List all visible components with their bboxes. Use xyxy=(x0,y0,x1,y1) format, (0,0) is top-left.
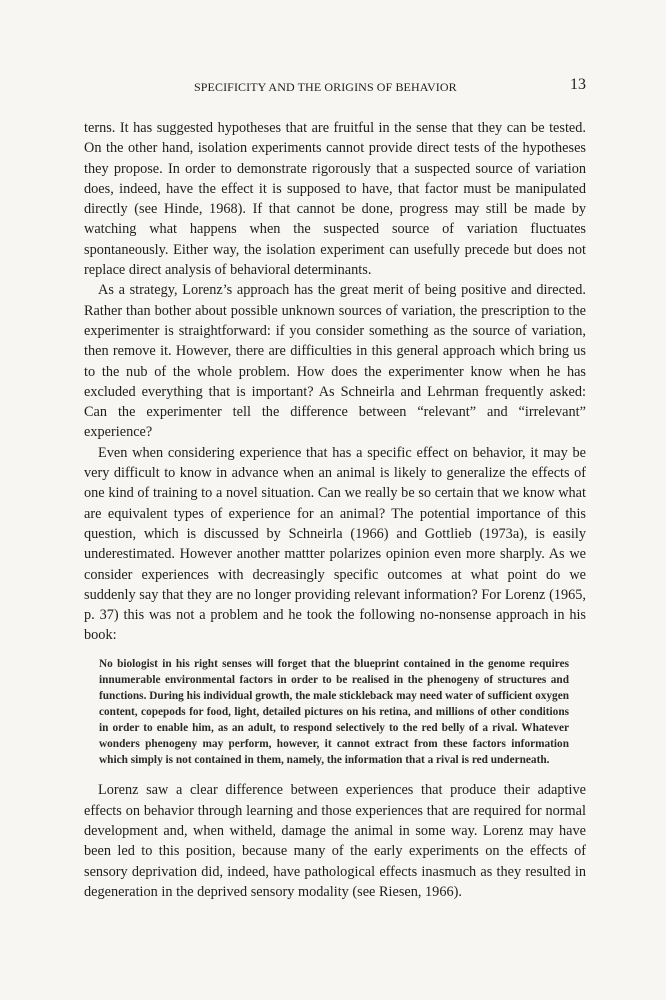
running-head: SPECIFICITY AND THE ORIGINS OF BEHAVIOR xyxy=(194,80,457,94)
paragraph-4: Lorenz saw a clear difference between experiences that produce their adaptive effects on behavior through learning and those experiences that are required for normal development and, when witheld, damage the animal in some way. Lorenz may have been led to this position, because many of the early experiments on the effects of sensory deprivation did, indeed, have pathological effects inasmuch as they resulted in degeneration in the deprived sensory modality (see Riesen, 1966). xyxy=(84,782,586,900)
paragraph-1: terns. It has suggested hypotheses that are fruitful in the sense that they can be tested. On the other hand, isolation experiments cannot provide direct tests of the hypotheses they propose. In order to demonstrate rigorously that a suspected source of variation does, indeed, have the effect it is supposed to have, that factor must be manipulated directly (see Hinde, 1968). If that cannot be done, progress may still be made by watching what happens when the suspected source of variation fluctuates spontaneously. Either way, the isolation experiment can usefully precede but does not replace direct analysis of behavioral determinants. xyxy=(84,120,586,279)
page-number: 13 xyxy=(570,76,586,93)
paragraph-3: Even when considering experience that has a specific effect on behavior, it may be very difficult to know in advance when an animal is likely to generalize the effects of one kind of training to a novel situation. Can we really be so certain that we know what are equivalent types of experience for an animal? The potential importance of this question, which is discussed by Schneirla (1966) and Gottlieb (1973a), is easily underestimated. However another mattter polarizes opinion even more sharply. As we consider experiences with decreasingly specific outcomes at what point do we suddenly say that they are no longer providing relevant information? For Lorenz (1965, p. 37) this was not a problem and he took the following no-nonsense approach in his book: xyxy=(84,444,586,644)
body-text xyxy=(84,118,586,902)
page-header xyxy=(84,76,586,98)
paragraph-2: As a strategy, Lorenz’s approach has the great merit of being positive and directed. Rather than bother about possible unknown sources of variation, the prescription to the experimenter is straightforward: if you consider something as the source of variation, then remove it. However, there are difficulties in this general approach which bring us to the nub of the whole problem. How does the experimenter know when he has excluded everything that is important? As Schneirla and Lehrman frequently asked: Can the experimenter tell the difference between “relevant” and “irrelevant” experience? xyxy=(84,282,586,441)
block-quote: No biologist in his right senses will forget that the blueprint contained in the genome requires innumerable environmental factors in order to be realised in the phenogeny of structures and functions. During his individual growth, the male stickleback may need water of sufficient oxygen content, copepods for food, light, detailed pictures on his retina, and millions of other conditions in order to enable him, as an adult, to respond selectively to the red belly of a rival. Whatever wonders phenogeny may perform, however, it cannot extract from these factors information which simply is not contained in them, namely, the information that a rival is red underneath. xyxy=(99,657,569,767)
